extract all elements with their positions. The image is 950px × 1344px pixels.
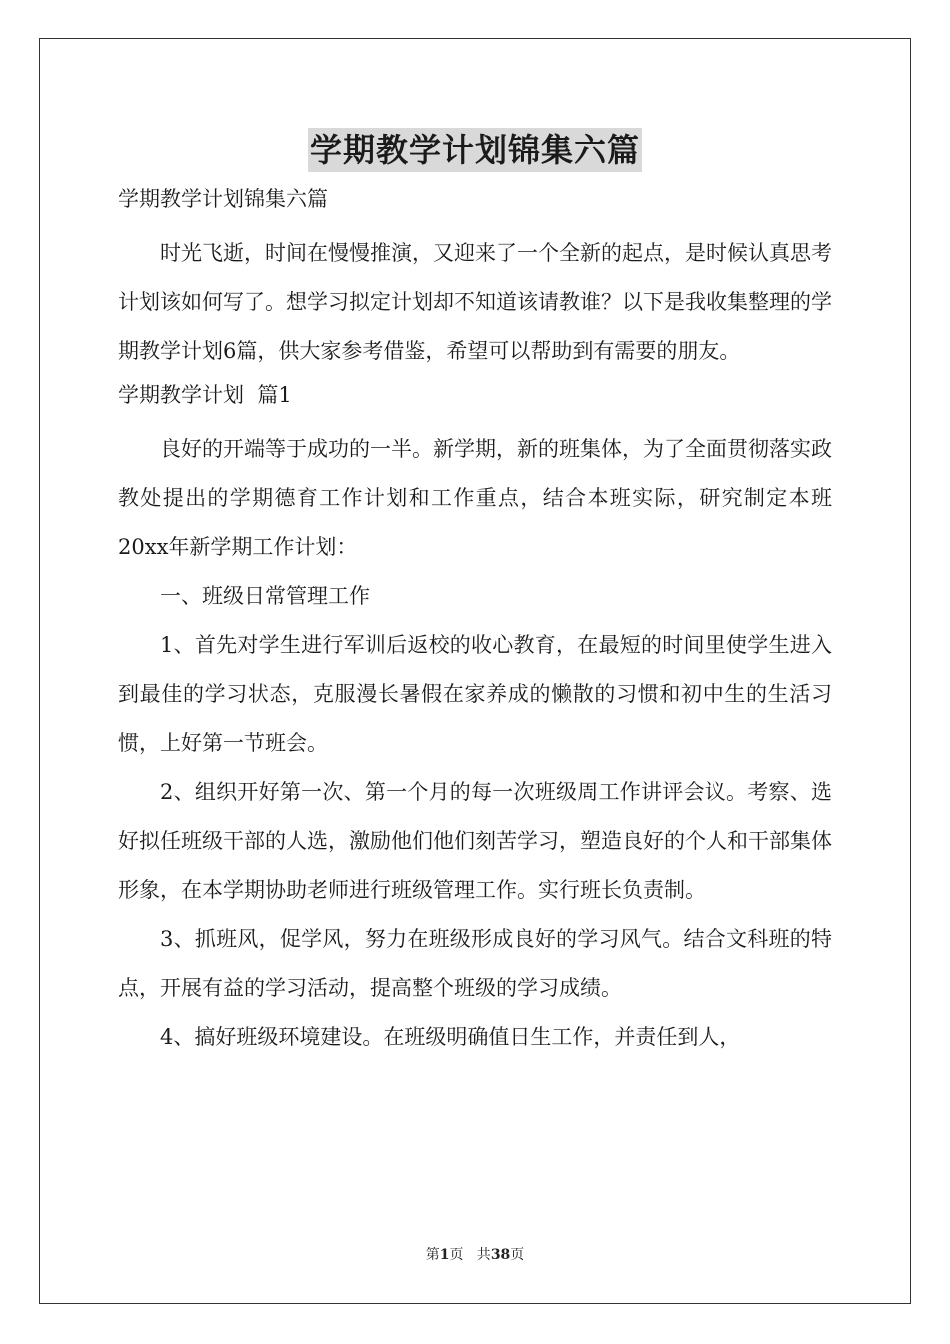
page-footer	[0, 1245, 950, 1265]
document-body	[118, 180, 832, 1062]
page-current: 1	[439, 1247, 450, 1263]
list-item: 1、首先对学生进行军训后返校的收心教育，在最短的时间里使学生进入到最佳的学习状态，克服漫长暑假在家养成的懒散的习惯和初中生的生活习惯，上好第一节班会。	[118, 633, 832, 755]
spacer	[118, 218, 832, 229]
part-heading: 一、班级日常管理工作	[160, 584, 370, 608]
list-item: 2、组织开好第一次、第一个月的每一次班级周工作讲评会议。考察、选好拟任班级干部的人选，激励他们他们刻苦学习，塑造良好的个人和干部集体形象，在本学期协助老师进行班级管理工作。实行班长负责制。	[118, 780, 832, 902]
page-mid: 页 共	[449, 1247, 491, 1263]
page-suffix: 页	[510, 1247, 525, 1263]
section-heading: 学期教学计划 篇1	[118, 383, 292, 407]
page-total: 38	[490, 1247, 511, 1263]
intro-paragraph: 时光飞逝，时间在慢慢推演，又迎来了一个全新的起点，是时候认真思考计划该如何写了。想学习拟定计划却不知道该请教谁？以下是我收集整理的学期教学计划6篇，供大家参考借鉴，希望可以帮助到有需要的朋友。	[118, 241, 832, 363]
subtitle-line: 学期教学计划锦集六篇	[118, 187, 328, 211]
page-prefix: 第	[425, 1247, 440, 1263]
section-intro-paragraph: 良好的开端等于成功的一半。新学期，新的班集体，为了全面贯彻落实政教处提出的学期德育工作计划和工作重点，结合本班实际，研究制定本班20xx年新学期工作计划：	[118, 437, 832, 559]
list-item: 4、搞好班级环境建设。在班级明确值日生工作，并责任到人，	[160, 1025, 741, 1049]
list-item: 3、抓班风，促学风，努力在班级形成良好的学习风气。结合文科班的特点，开展有益的学习活动，提高整个班级的学习成绩。	[118, 927, 832, 1000]
spacer	[118, 414, 832, 425]
document-title: 学期教学计划锦集六篇	[308, 128, 642, 172]
title-container	[0, 128, 950, 172]
